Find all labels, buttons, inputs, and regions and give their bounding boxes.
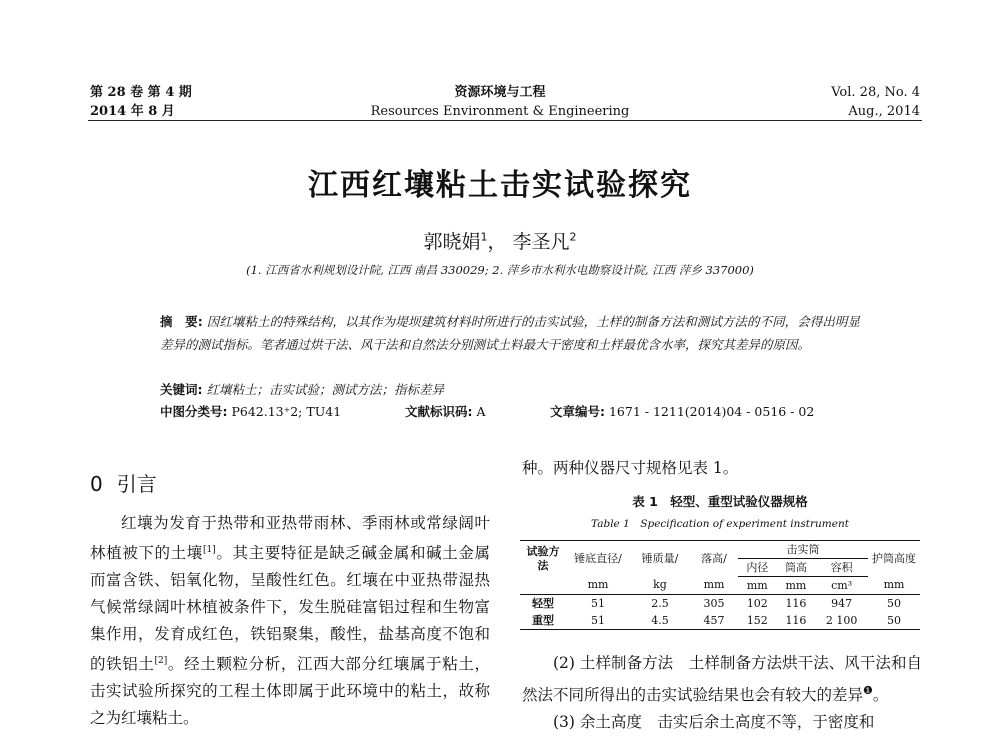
row-label: 重型	[520, 612, 566, 630]
journal-date-en: Aug., 2014	[848, 104, 920, 119]
th-hammer-dia: 锤底直径/	[566, 541, 630, 577]
author-affil-mark: 1	[480, 230, 488, 244]
th-inner: 内径	[738, 559, 777, 577]
table-cell: 4.5	[630, 612, 690, 630]
right-column	[522, 650, 922, 736]
article-number-value: 1671 - 1211(2014)04 - 0516 - 02	[608, 404, 815, 419]
body-text: 。	[872, 686, 889, 705]
journal-name-cn: 资源环境与工程	[454, 85, 546, 100]
unit-cell: mm	[566, 577, 630, 595]
journal-volume-cn: 第 28 卷 第 4 期	[90, 85, 192, 100]
right-column-intro: 种。两种仪器尺寸规格见表 1。	[522, 459, 739, 477]
table-caption-en: Table 1 Specification of experiment instrument	[591, 518, 849, 530]
section-heading	[90, 468, 157, 497]
clc-value: P642.13⁺2; TU41	[231, 404, 342, 419]
author-list: 郭晓娟$^1$， 李圣凡$^2$	[423, 230, 577, 253]
citation: [1]	[202, 545, 216, 555]
keywords-label: 关键词:	[160, 382, 203, 397]
body-text: (2) 土样制备方法 土样制备方法烘干法、风干法和自然法不同所得出的击实试验结果也会有较大的差异	[522, 654, 922, 705]
abstract	[160, 310, 860, 356]
table-cell: 50	[868, 612, 920, 630]
article-title: 江西红壤粘土击实试验探究	[308, 168, 692, 203]
journal-date-cn: 2014 年 8 月	[90, 104, 175, 119]
table-cell: 947	[831, 596, 853, 610]
table-row	[520, 612, 920, 630]
header-rule	[88, 120, 922, 121]
th-volume: 容积	[815, 559, 868, 577]
left-column	[90, 510, 490, 732]
journal-volume-en: Vol. 28, No. 4	[831, 85, 920, 100]
table-cell: 102	[746, 596, 768, 610]
paragraph	[90, 510, 490, 732]
th-cylinder: 击实筒	[738, 541, 868, 559]
table-cell: 51	[591, 596, 605, 610]
unit-cell: mm	[738, 577, 777, 595]
classification-line	[160, 402, 814, 422]
abstract-label: 摘 要:	[160, 314, 203, 329]
body-text: 。经土颗粒分析，江西大部分红壤属于粘土，击实试验所探究的工程土体即属于此环境中的粘土，故称之为红壤粘土。	[90, 655, 490, 728]
keywords-text: 红壤粘土；击实试验；测试方法；指标差异	[206, 382, 444, 397]
table-cell: 152	[738, 612, 777, 630]
article-number-label: 文章编号:	[550, 404, 605, 419]
keywords	[160, 380, 860, 400]
clc-label: 中图分类号:	[160, 404, 228, 419]
table-cell: 116	[777, 612, 816, 630]
th-guard: 护筒高度	[868, 541, 920, 577]
row-label: 轻型	[532, 596, 554, 610]
th-hammer-mass: 锤质量/	[630, 541, 690, 577]
table-cell: 305	[703, 596, 725, 610]
table-cell: 116	[785, 596, 807, 610]
paragraph: (3) 余土高度 击实后余土高度不等，于密度和	[553, 713, 875, 732]
author-name: 李圣凡	[512, 231, 570, 253]
table-caption-cn: 表 1 轻型、重型试验仪器规格	[632, 494, 808, 509]
unit-cell: mm	[868, 577, 920, 595]
abstract-text: 因红壤粘土的特殊结构，以其作为堤坝建筑材料时所进行的击实试验，土样的制备方法和测试方法的不同，会得出明显差异的测试指标。笔者通过烘干法、风干法和自然法分别测试土料最大干密度和土样最优含水率，探究其差异的原因。	[160, 314, 860, 352]
th-height: 筒高	[777, 559, 816, 577]
body-text: 红壤为发育于热带和亚热带雨林、季雨林或常绿阔叶林植被下的土壤	[90, 514, 490, 563]
table-cell: 50	[887, 596, 901, 610]
spec-table	[520, 540, 920, 630]
table-cell: 2 100	[815, 612, 868, 630]
footnote-mark: ❶	[863, 684, 873, 697]
journal-name-en: Resources Environment & Engineering	[370, 104, 630, 119]
doc-code-value: A	[476, 404, 486, 419]
body-text: 。其主要特征是缺乏碱金属和碱土金属而富含铁、铝氧化物，呈酸性红色。红壤在中亚热带湿热气候常绿阔叶林植被条件下，发生脱硅富铝过程和生物富集作用，发育成红色，铁铝聚集，酸性，盐基高度不饱和的铁铝土	[90, 544, 490, 674]
citation: [2]	[154, 656, 168, 667]
th-method: 试验方法	[520, 541, 566, 577]
unit-cell: cm³	[815, 577, 868, 595]
table-cell: 457	[690, 612, 738, 630]
section-number: 0	[90, 472, 103, 496]
paragraph	[522, 650, 922, 709]
th-drop: 落高/	[690, 541, 738, 577]
unit-cell: mm	[690, 577, 738, 595]
affiliations: (1. 江西省水利规划设计院, 江西 南昌 330029; 2. 萍乡市水利水电勘察设计院, 江西 萍乡 337000)	[246, 263, 754, 277]
section-title: 引言	[116, 472, 157, 496]
unit-cell: mm	[777, 577, 816, 595]
table-row	[520, 595, 920, 613]
doc-code-label: 文献标识码:	[405, 404, 473, 419]
author-affil-mark: 2	[569, 230, 577, 244]
table-cell: 51	[566, 612, 630, 630]
author-name: 郭晓娟	[423, 231, 481, 253]
unit-cell: kg	[630, 577, 690, 595]
table-cell: 2.5	[651, 596, 669, 610]
